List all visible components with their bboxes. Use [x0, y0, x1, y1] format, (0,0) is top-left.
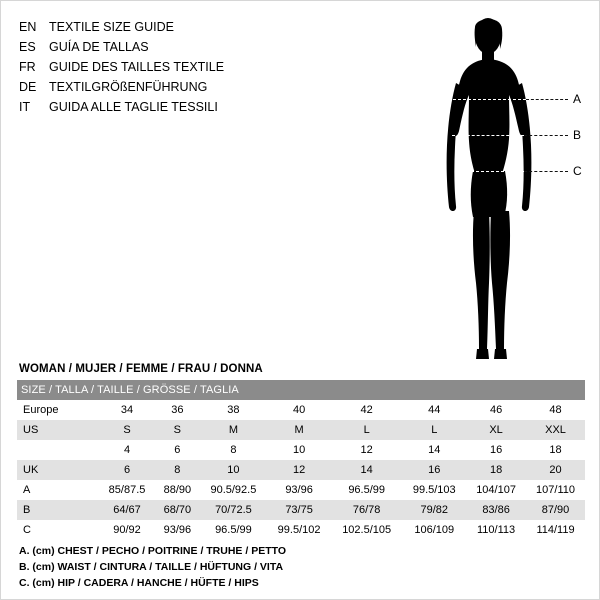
row-label: B — [23, 504, 31, 516]
marker-label-c: C — [573, 164, 582, 178]
cell: 16 — [428, 464, 441, 476]
cell: 42 — [360, 404, 373, 416]
cell: 96.5/99 — [215, 524, 252, 536]
cell: S — [173, 424, 182, 436]
language-title: GUÍA DE TALLAS — [49, 40, 149, 54]
language-row — [19, 37, 349, 57]
cell: 107/110 — [536, 484, 575, 496]
marker-label-a: A — [573, 92, 582, 106]
cell: 64/67 — [113, 504, 141, 516]
table-row — [17, 440, 585, 460]
cell: 18 — [489, 464, 503, 476]
table-row — [17, 420, 585, 440]
measurement-legend — [19, 543, 579, 591]
cell: 18 — [549, 444, 562, 456]
cell: 12 — [292, 464, 306, 476]
table-row — [17, 520, 585, 540]
language-row — [19, 77, 349, 97]
row-label: C — [23, 524, 31, 536]
cell: 34 — [120, 404, 134, 416]
legend-line-b: B. (cm) WAIST / CINTURA / TAILLE / HÜFTUNG / VITA — [19, 561, 284, 573]
cell: L — [431, 424, 438, 436]
language-code: DE — [19, 80, 37, 94]
cell: 46 — [489, 404, 503, 416]
cell: 36 — [171, 404, 184, 416]
cell: 70/72.5 — [215, 504, 252, 516]
cell: 99.5/103 — [412, 484, 456, 496]
cell: 110/113 — [477, 524, 516, 536]
cell: 4 — [123, 444, 131, 456]
cell: 73/75 — [285, 504, 313, 516]
cell: 10 — [292, 444, 306, 456]
cell: 8 — [230, 444, 237, 456]
cell: 114/119 — [536, 524, 575, 536]
table-row — [17, 460, 585, 480]
legend-line-c: C. (cm) HIP / CADERA / HANCHE / HÜFTE / HIPS — [19, 577, 259, 589]
cell: 44 — [428, 404, 441, 416]
cell: 40 — [292, 404, 306, 416]
cell: 90/92 — [113, 524, 141, 536]
waist-line — [452, 135, 524, 136]
cell: 48 — [549, 404, 562, 416]
language-row — [19, 57, 349, 77]
waist-line-extension — [524, 135, 568, 136]
table-row — [17, 500, 585, 520]
cell: 93/96 — [163, 524, 192, 536]
cell: 93/96 — [285, 484, 313, 496]
cell: XXL — [545, 424, 566, 436]
cell: M — [228, 424, 238, 436]
cell: 12 — [360, 444, 373, 456]
table-row — [17, 480, 585, 500]
size-table-section — [17, 359, 585, 540]
cell: 14 — [428, 444, 441, 456]
language-row — [19, 97, 349, 117]
chest-line — [448, 99, 526, 100]
language-row — [19, 17, 349, 37]
marker-label-b: B — [573, 128, 582, 142]
language-code: ES — [19, 40, 36, 54]
language-title: GUIDA ALLE TAGLIE TESSILI — [49, 100, 218, 114]
size-table — [17, 380, 585, 540]
body-silhouette-figure — [416, 11, 591, 371]
cell: 8 — [174, 464, 181, 476]
cell: XL — [489, 424, 503, 436]
cell: 96.5/99 — [348, 484, 386, 496]
row-label: A — [23, 484, 31, 496]
cell: 14 — [360, 464, 373, 476]
cell: 85/87.5 — [108, 484, 146, 496]
language-code: IT — [19, 100, 31, 114]
language-title: GUIDE DES TAILLES TEXTILE — [49, 60, 225, 74]
row-label: US — [23, 424, 39, 436]
cell: 10 — [227, 464, 240, 476]
chest-line-extension — [526, 99, 568, 100]
cell: M — [294, 424, 304, 436]
woman-silhouette-icon — [416, 11, 591, 371]
row-label: Europe — [23, 404, 59, 416]
cell: 99.5/102 — [277, 524, 321, 536]
cell: 106/109 — [414, 524, 455, 536]
cell: S — [123, 424, 131, 436]
cell: 102.5/105 — [342, 524, 392, 536]
cell: 38 — [227, 404, 240, 416]
cell: 20 — [549, 464, 562, 476]
cell: 87/90 — [541, 504, 570, 516]
cell: 90.5/92.5 — [210, 484, 257, 496]
cell: 88/90 — [163, 484, 192, 496]
legend-line-a: A. (cm) CHEST / PECHO / POITRINE / TRUHE / PETTO — [19, 545, 287, 557]
table-header-label: SIZE / TALLA / TAILLE / GRÖSSE / TAGLIA — [21, 384, 239, 396]
language-code: EN — [19, 20, 37, 34]
row-label — [17, 440, 99, 460]
cell: 83/86 — [482, 504, 510, 516]
cell: 16 — [489, 444, 503, 456]
cell: 76/78 — [352, 504, 381, 516]
table-caption: WOMAN / MUJER / FEMME / FRAU / DONNA — [19, 363, 263, 375]
cell: 68/70 — [163, 504, 192, 516]
language-code: FR — [19, 60, 36, 74]
cell: 6 — [174, 444, 181, 456]
language-title: TEXTILGRÖßENFÜHRUNG — [49, 80, 208, 94]
cell: L — [363, 424, 370, 436]
language-title: TEXTILE SIZE GUIDE — [49, 20, 175, 34]
row-label: UK — [23, 464, 39, 476]
hip-line — [456, 171, 524, 172]
cell: 79/82 — [420, 504, 449, 516]
table-header-row — [17, 380, 585, 400]
language-title-block — [19, 17, 349, 117]
cell: 104/107 — [476, 484, 516, 496]
hip-line-extension — [524, 171, 568, 172]
cell: 6 — [123, 464, 131, 476]
table-row — [17, 400, 585, 420]
